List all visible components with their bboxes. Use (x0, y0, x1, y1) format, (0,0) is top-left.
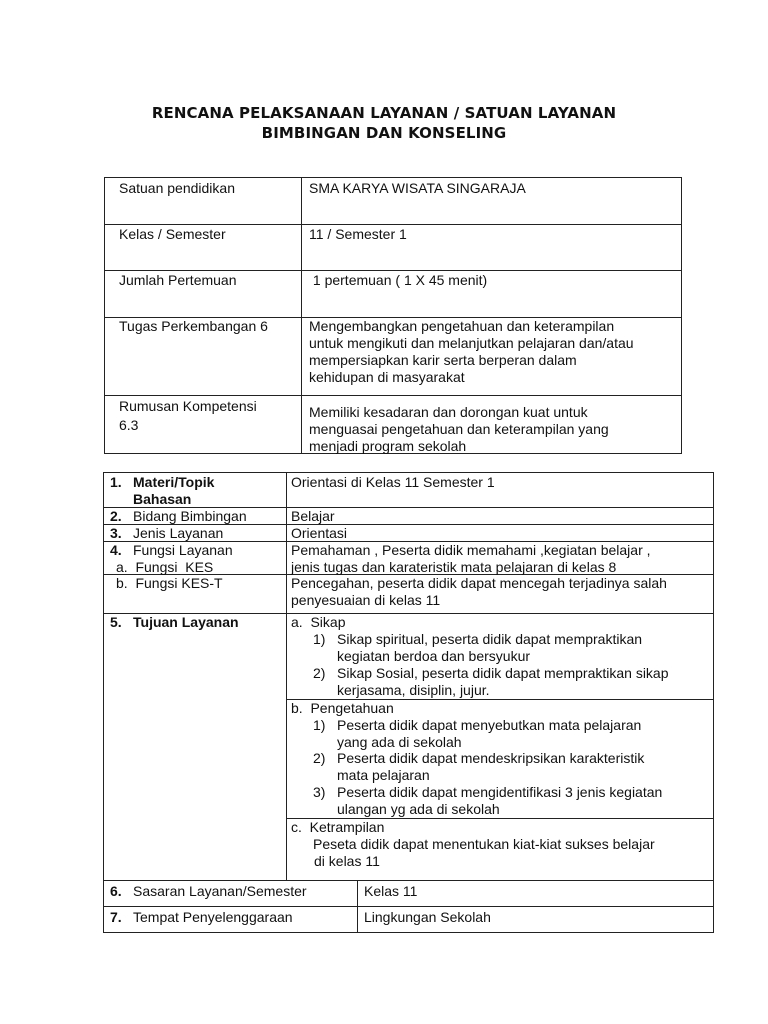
row-number: 2. (110, 508, 122, 524)
info-label: Kelas / Semester (119, 226, 226, 242)
row-label-fungsi: Fungsi Layanan (133, 542, 233, 558)
info-row-kelas (105, 224, 681, 270)
row-label-tempat: Tempat Penyelenggaraan (133, 909, 293, 925)
info-label: Satuan pendidikan (119, 180, 235, 196)
list-item: Sikap spiritual, peserta didik dapat mempraktikan kegiatan berdoa dan bersyukur (337, 631, 643, 664)
row-label-bidang: Bidang Bimbingan (133, 508, 247, 524)
row-value-materi: Orientasi di Kelas 11 Semester 1 (291, 474, 495, 490)
row-value-jenis: Orientasi (291, 525, 348, 541)
tujuan-ketrampilan-heading: c. Ketrampilan (291, 819, 385, 835)
info-label: Tugas Perkembangan 6 (119, 318, 268, 334)
list-number: 2) (313, 665, 326, 681)
row-number: 6. (110, 883, 122, 899)
list-item: Peserta didik dapat menyebutkan mata pelajaran yang ada di sekolah (337, 717, 642, 750)
row-value-fungsi-kes: Pemahaman , Peserta didik memahami ,kegiatan belajar , jenis tugas dan karateristik mata pelajaran di kelas 8 (291, 542, 651, 575)
info-row-kompetensi (105, 395, 681, 453)
row-label-tujuan: Tujuan Layanan (133, 614, 239, 630)
info-row-tugas (105, 317, 681, 395)
row-label-jenis: Jenis Layanan (133, 525, 224, 541)
info-label: Rumusan Kompetensi 6.3 (119, 398, 257, 433)
row-value-tempat: Lingkungan Sekolah (364, 909, 491, 925)
info-row-satuan (105, 178, 681, 224)
row-number: 1. (110, 474, 122, 490)
info-table (104, 177, 682, 454)
row-value-bidang: Belajar (291, 508, 335, 524)
row-number: 5. (110, 614, 122, 630)
info-row-pertemuan (105, 270, 681, 317)
tujuan-sikap-heading: a. Sikap (291, 614, 346, 630)
document-title: RENCANA PELAKSANAAN LAYANAN / SATUAN LAYANAN (151, 104, 617, 122)
list-number: 2) (313, 750, 326, 766)
row-number: 4. (110, 542, 122, 558)
tujuan-pengetahuan-heading: b. Pengetahuan (291, 700, 394, 716)
row-value-fungsi-kes-t: Pencegahan, peserta didik dapat mencegah terjadinya salah penyesuaian di kelas 11 (291, 575, 667, 608)
detail-table-footer (103, 880, 714, 933)
list-number: 3) (313, 784, 326, 800)
row-label-fungsi-kes-t: b. Fungsi KES-T (116, 575, 223, 591)
row-number: 7. (110, 909, 122, 925)
row-label-sasaran: Sasaran Layanan/Semester (133, 883, 307, 899)
info-value: 1 pertemuan ( 1 X 45 menit) (309, 272, 488, 288)
list-item: Peseta didik dapat menentukan kiat-kiat sukses belajar di kelas 11 (313, 836, 655, 869)
document-subtitle: BIMBINGAN DAN KONSELING (261, 124, 507, 142)
list-item: Sikap Sosial, peserta didik dapat mempraktikan sikap kerjasama, disiplin, jujur. (337, 665, 669, 698)
info-value: SMA KARYA WISATA SINGARAJA (309, 180, 526, 196)
info-value: 11 / Semester 1 (309, 226, 407, 242)
row-label-fungsi-kes: a. Fungsi KES (116, 559, 214, 575)
detail-table (103, 472, 714, 881)
info-label: Jumlah Pertemuan (119, 272, 237, 288)
row-label-materi: Materi/Topik Bahasan (133, 474, 215, 507)
row-number: 3. (110, 525, 122, 541)
info-value: Mengembangkan pengetahuan dan keterampilan untuk mengikuti dan melanjutkan pelajaran dan/atau mempersiapkan karir serta berperan dalam kehidupan di masyarakat (309, 318, 634, 385)
list-item: Peserta didik dapat mengidentifikasi 3 jenis kegiatan ulangan yg ada di sekolah (337, 784, 663, 817)
list-number: 1) (313, 717, 326, 733)
row-value-sasaran: Kelas 11 (364, 883, 418, 899)
info-value: Memiliki kesadaran dan dorongan kuat untuk menguasai pengetahuan dan keterampilan yang menjadi program sekolah (309, 404, 609, 454)
list-item: Peserta didik dapat mendeskripsikan karakteristik mata pelajaran (337, 750, 645, 783)
list-number: 1) (313, 631, 326, 647)
